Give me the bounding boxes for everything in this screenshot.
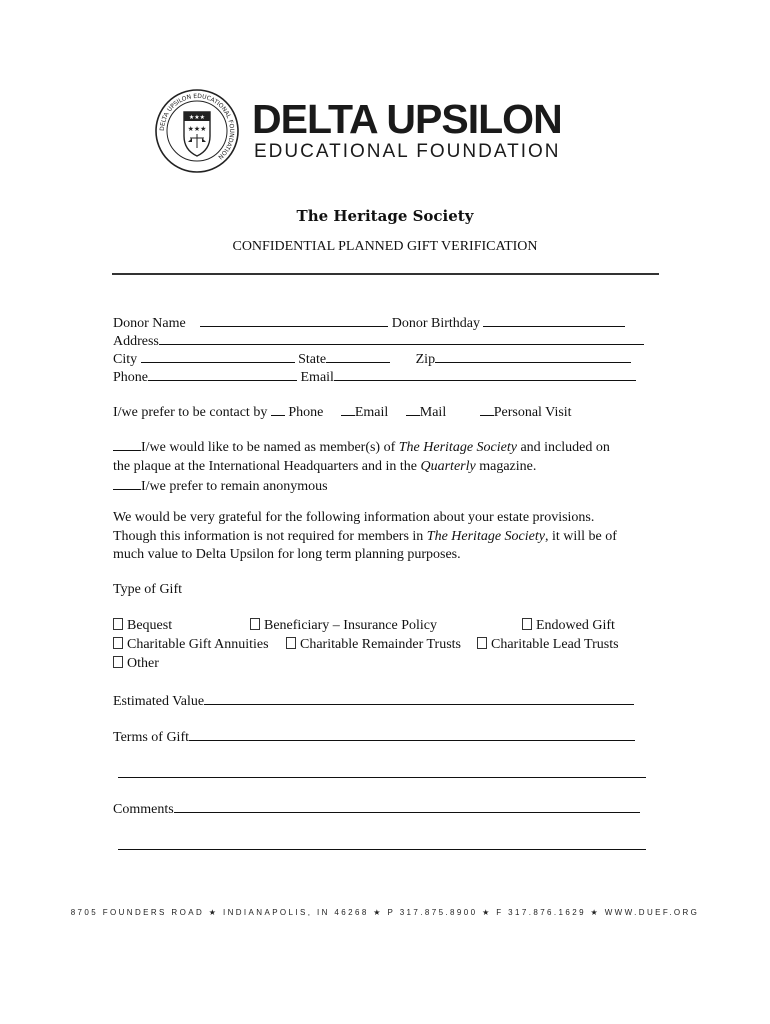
email-label: Email — [300, 370, 334, 385]
phone-row — [113, 367, 636, 387]
checkbox-icon[interactable] — [113, 618, 123, 630]
estimated-value-row — [113, 691, 634, 711]
contact-preference-label: I/we prefer to be contact by — [113, 405, 268, 420]
estate-text-2b: , it will be of — [544, 528, 617, 544]
zip-label: Zip — [415, 352, 436, 367]
contact-option-phone: Phone — [288, 405, 324, 420]
brand-subtitle: EDUCATIONAL FOUNDATION — [254, 141, 561, 162]
address-field[interactable] — [159, 331, 644, 345]
terms-of-gift-label: Terms of Gift — [113, 730, 190, 745]
page-subtitle: CONFIDENTIAL PLANNED GIFT VERIFICATION — [232, 239, 538, 254]
gift-option-remainder-trusts[interactable] — [286, 636, 461, 654]
header-divider — [112, 273, 659, 275]
checkbox-icon[interactable] — [113, 656, 123, 668]
estimated-value-label: Estimated Value — [113, 694, 205, 709]
naming-text-d: magazine. — [475, 458, 537, 474]
anonymous-blank[interactable] — [113, 476, 141, 490]
gift-option-label: Bequest — [127, 618, 173, 633]
gift-option-label: Charitable Remainder Trusts — [300, 637, 461, 652]
address-row — [113, 331, 644, 351]
foundation-seal-logo — [154, 88, 240, 174]
contact-email-blank[interactable] — [341, 402, 355, 416]
gift-option-endowed[interactable] — [522, 617, 615, 635]
zip-field[interactable] — [435, 349, 631, 363]
donor-birthday-field[interactable] — [483, 313, 625, 327]
naming-text-c: the plaque at the International Headquarters and in the — [113, 458, 421, 474]
phone-label: Phone — [113, 370, 148, 385]
donor-name-field[interactable] — [200, 313, 388, 327]
checkbox-icon[interactable] — [477, 637, 487, 649]
gift-option-label: Other — [127, 656, 159, 671]
gift-option-label: Charitable Lead Trusts — [491, 637, 619, 652]
contact-phone-blank[interactable] — [271, 402, 285, 416]
naming-line-2 — [113, 458, 673, 477]
svg-text:★★★: ★★★ — [188, 115, 206, 121]
gift-option-bequest[interactable] — [113, 617, 172, 635]
naming-text-b: and included on — [516, 440, 610, 455]
gift-option-lead-trusts[interactable] — [477, 636, 619, 654]
donor-birthday-label: Donor Birthday — [391, 316, 480, 331]
gift-option-label: Endowed Gift — [536, 618, 615, 633]
donor-name-row — [113, 313, 625, 333]
estate-society-italic: The Heritage Society — [426, 528, 545, 544]
footer-address: 8705 FOUNDERS ROAD ★ INDIANAPOLIS, IN 46268 ★ P 317.875.8900 ★ F 317.876.1629 ★ WWW.DUEF.ORG — [70, 908, 700, 917]
gift-option-label: Charitable Gift Annuities — [127, 637, 269, 652]
state-field[interactable] — [326, 349, 390, 363]
estate-line-2 — [113, 528, 693, 547]
comments-row — [113, 799, 640, 819]
terms-of-gift-field[interactable] — [189, 727, 635, 741]
quarterly-italic: Quarterly — [420, 458, 476, 474]
contact-visit-blank[interactable] — [480, 402, 494, 416]
terms-of-gift-extra-line[interactable] — [118, 777, 646, 778]
gift-option-beneficiary[interactable] — [250, 617, 437, 635]
contact-option-email: Email — [354, 405, 389, 420]
phone-field[interactable] — [148, 367, 297, 381]
estate-line-1: We would be very grateful for the following information about your estate provisions. — [113, 510, 595, 525]
state-label: State — [298, 352, 327, 367]
gift-option-other[interactable] — [113, 655, 159, 673]
gift-option-label: Beneficiary – Insurance Policy — [264, 618, 437, 633]
brand-name: DELTA UPSILON — [252, 96, 562, 142]
donor-name-label: Donor Name — [113, 316, 186, 331]
contact-option-personal-visit: Personal Visit — [493, 405, 572, 420]
naming-text-a: I/we would like to be named as member(s) of — [141, 440, 399, 455]
estimated-value-field[interactable] — [204, 691, 634, 705]
gift-option-annuities[interactable] — [113, 636, 269, 654]
comments-extra-line[interactable] — [118, 849, 646, 850]
city-row — [113, 349, 631, 369]
naming-line-1 — [113, 437, 673, 458]
city-field[interactable] — [141, 349, 295, 363]
contact-mail-blank[interactable] — [406, 402, 420, 416]
comments-label: Comments — [113, 802, 174, 817]
checkbox-icon[interactable] — [113, 637, 123, 649]
terms-of-gift-row — [113, 727, 635, 747]
city-label: City — [113, 352, 138, 367]
naming-paragraph — [113, 437, 673, 497]
comments-field[interactable] — [174, 799, 640, 813]
anonymous-text: I/we prefer to remain anonymous — [141, 479, 328, 494]
named-member-blank[interactable] — [113, 437, 141, 451]
email-field[interactable] — [334, 367, 636, 381]
checkbox-icon[interactable] — [522, 618, 532, 630]
checkbox-icon[interactable] — [286, 637, 296, 649]
checkbox-icon[interactable] — [250, 618, 260, 630]
heritage-society-italic: The Heritage Society — [398, 440, 517, 455]
estate-line-3: much value to Delta Upsilon for long term planning purposes. — [113, 547, 461, 562]
seal-text: DELTA UPSILON EDUCATIONAL FOUNDATION — [158, 92, 236, 161]
contact-preference-row — [113, 402, 572, 422]
page-title: The Heritage Society — [296, 207, 474, 225]
svg-text:★★★: ★★★ — [187, 125, 207, 133]
gift-type-label: Type of Gift — [113, 582, 183, 597]
contact-option-mail: Mail — [419, 405, 447, 420]
address-label: Address — [113, 334, 159, 349]
anonymous-line — [113, 476, 673, 497]
estate-text-2a: Though this information is not required for members in — [113, 528, 427, 544]
estate-paragraph — [113, 509, 693, 565]
